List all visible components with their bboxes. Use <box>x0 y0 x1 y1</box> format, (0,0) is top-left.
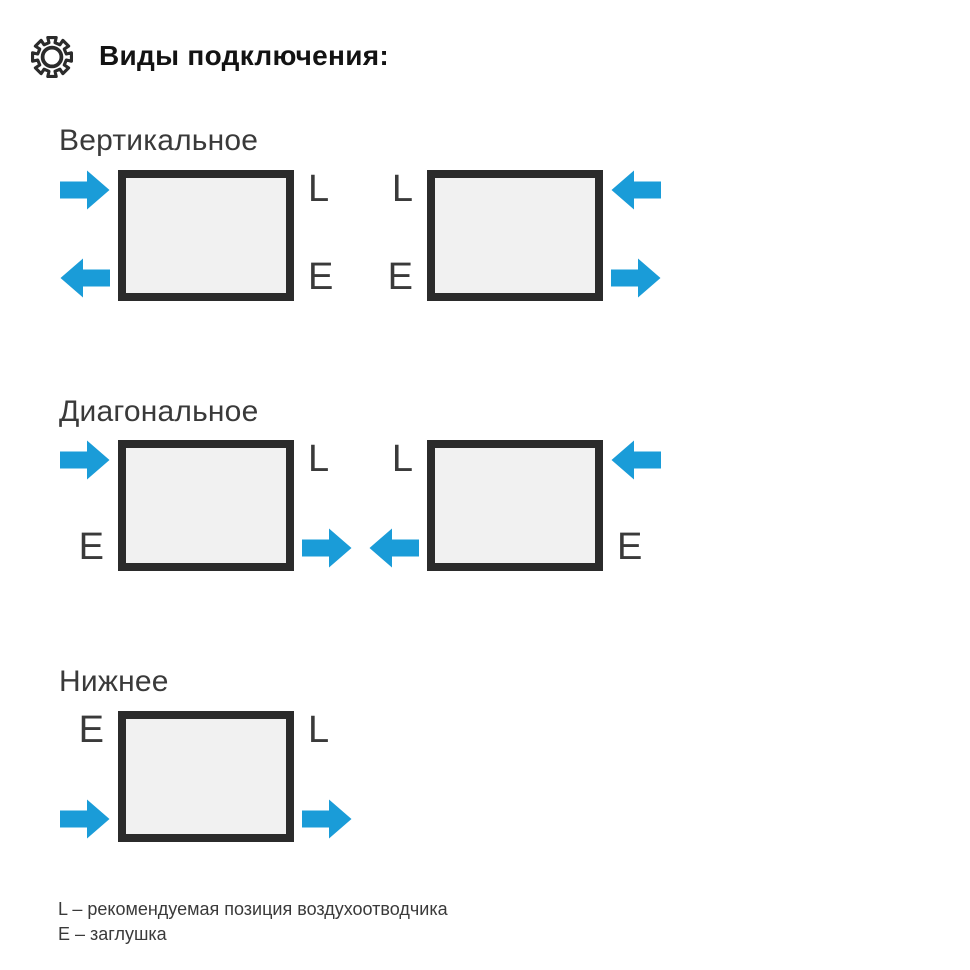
port-label-plug: E <box>78 709 104 751</box>
flow-in-arrow <box>60 799 110 839</box>
port-label-vent: L <box>308 438 330 480</box>
port-label-plug: E <box>617 526 643 568</box>
flow-out-arrow <box>611 258 661 298</box>
section-title-bottom: Нижнее <box>59 665 169 698</box>
port-label-vent: L <box>308 709 330 751</box>
section-title-diagonal: Диагональное <box>59 395 259 428</box>
flow-out-arrow <box>302 799 352 839</box>
radiator-diagram <box>387 168 603 301</box>
flow-in-arrow <box>611 170 661 210</box>
flow-out-arrow <box>369 528 419 568</box>
radiator-body <box>427 170 603 301</box>
radiator-diagram <box>118 168 334 301</box>
radiator-body <box>118 440 294 571</box>
flow-in-arrow <box>60 170 110 210</box>
port-label-plug: E <box>387 256 413 298</box>
port-label-vent: L <box>308 168 330 210</box>
port-label-plug: E <box>308 256 334 298</box>
radiator-diagram <box>78 438 330 571</box>
radiator-body <box>118 170 294 301</box>
legend-line-plug: E – заглушка <box>58 924 167 944</box>
legend-line-vent: L – рекомендуемая позиция воздухоотводчика <box>58 899 448 919</box>
port-label-plug: E <box>78 526 104 568</box>
port-label-vent: L <box>391 168 413 210</box>
gear-icon <box>29 34 75 80</box>
radiator-diagram <box>78 709 330 842</box>
flow-in-arrow <box>60 440 110 480</box>
radiator-diagram <box>391 438 643 571</box>
radiator-body <box>118 711 294 842</box>
flow-out-arrow <box>60 258 110 298</box>
port-label-vent: L <box>391 438 413 480</box>
flow-in-arrow <box>611 440 661 480</box>
section-title-vertical: Вертикальное <box>59 124 259 157</box>
legend <box>58 897 448 947</box>
flow-out-arrow <box>302 528 352 568</box>
page-title: Виды подключения: <box>99 40 390 71</box>
radiator-body <box>427 440 603 571</box>
